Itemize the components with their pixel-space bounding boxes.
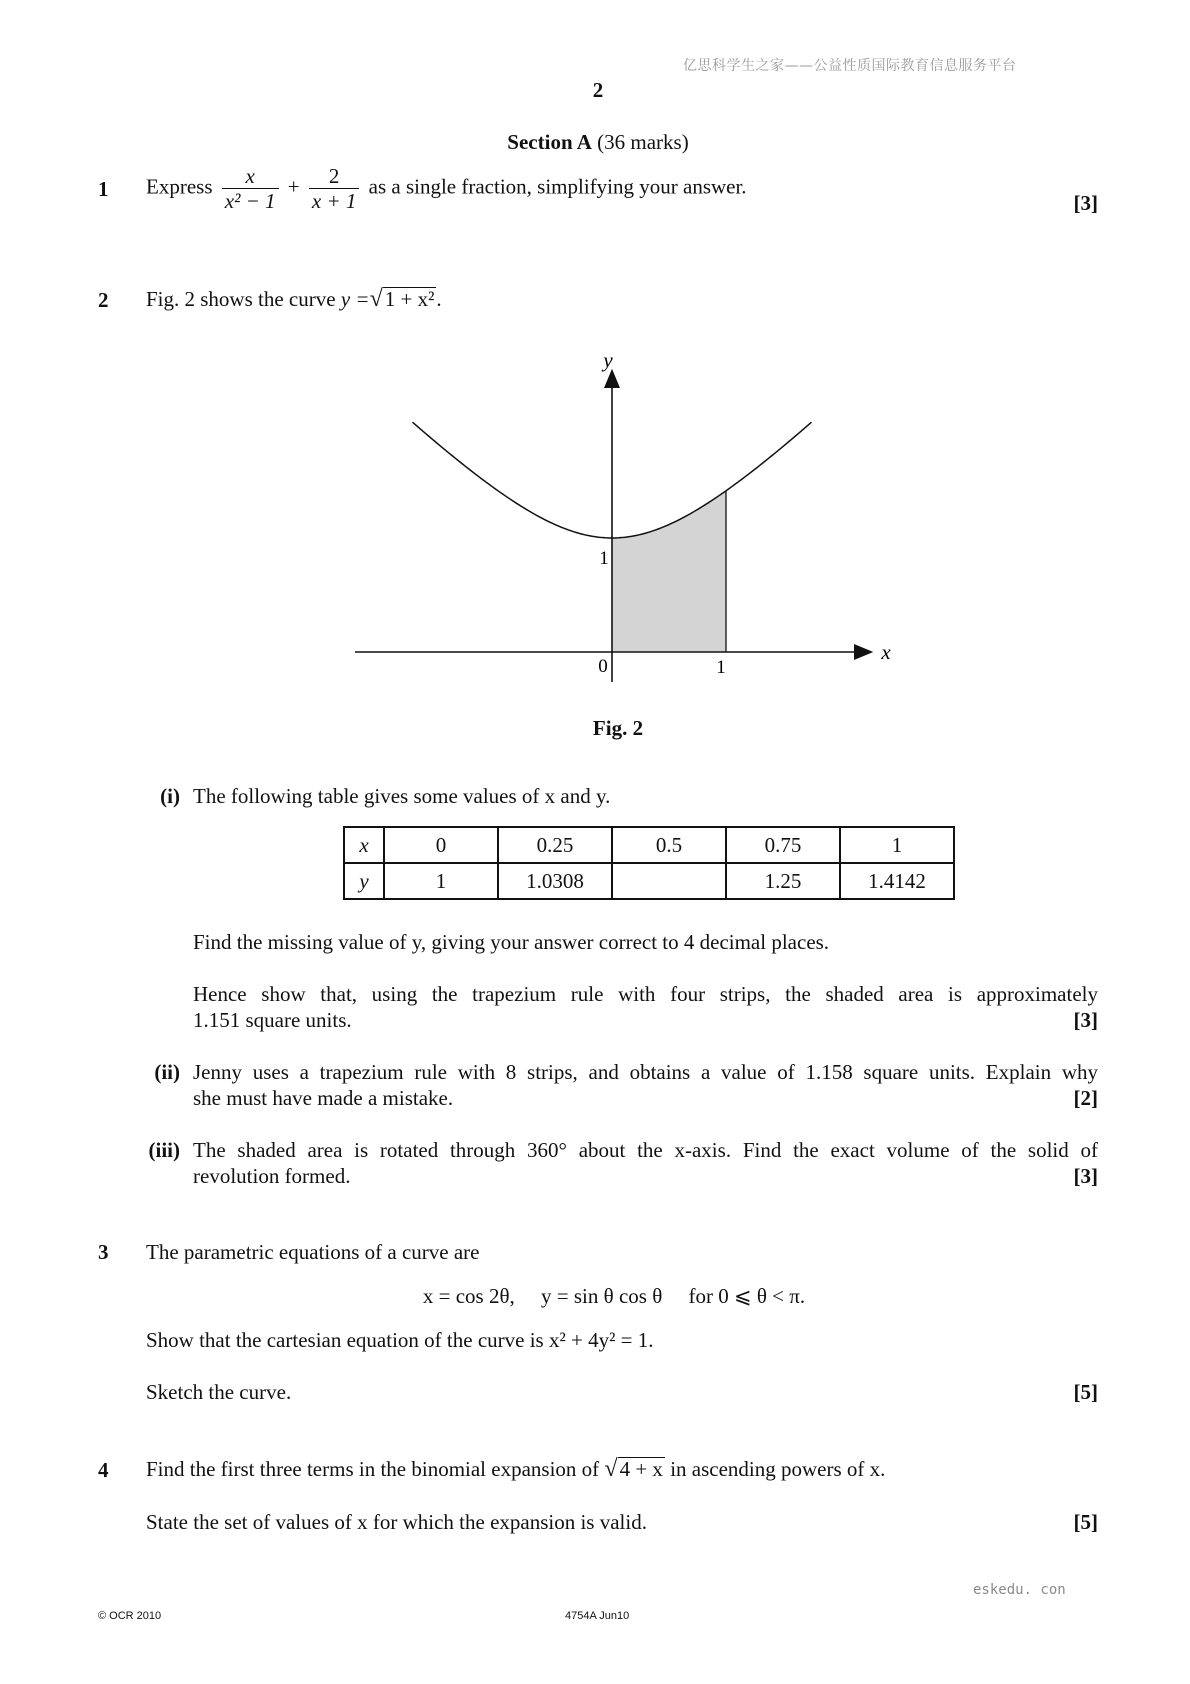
q1-fraction-1	[222, 164, 279, 213]
q2-part-i-hence-1: Hence show that, using the trapezium rule with four strips, the shaded area is approximately	[193, 982, 1098, 1006]
page-number: 2	[592, 78, 604, 102]
q3-number: 3	[98, 1240, 109, 1264]
q1-pre: Express	[146, 174, 213, 199]
q2-intro-end: .	[436, 287, 442, 311]
q3-show: Show that the cartesian equation of the curve is x² + 4y² = 1.	[146, 1328, 654, 1352]
q4-line-1	[146, 1456, 885, 1483]
q2-part-ii-line-2: she must have made a mistake.	[193, 1086, 454, 1110]
table-cell: 1.25	[726, 863, 840, 899]
section-title: Section A	[507, 130, 592, 154]
section-heading	[0, 130, 1190, 155]
table-header-x	[344, 827, 384, 863]
q4-radicand: 4 + x	[619, 1457, 663, 1481]
row-label-x: x	[359, 832, 369, 857]
table-cell: 0.25	[498, 827, 612, 863]
q2-part-iii-line-1: The shaded area is rotated through 360° about the x-axis. Find the exact volume of the solid of	[193, 1138, 1098, 1162]
q2-part-i-find: Find the missing value of y, giving your answer correct to 4 decimal places.	[193, 930, 830, 954]
q3-sketch: Sketch the curve.	[146, 1380, 292, 1404]
footer-paper-code: 4754A Jun10	[565, 1610, 630, 1622]
q1-plus: +	[287, 174, 300, 199]
q1-frac2-den: x + 1	[311, 189, 357, 213]
table-cell: 0	[384, 827, 498, 863]
table-cell-missing	[612, 863, 726, 899]
table-cell: 1.0308	[498, 863, 612, 899]
q4-number: 4	[98, 1458, 109, 1482]
q1-text	[146, 164, 747, 213]
q1-post: as a single fraction, simplifying your answer.	[368, 174, 747, 199]
watermark-top: 亿思科学生之家——公益性质国际教育信息服务平台	[683, 58, 1017, 74]
y-tick-label-1: 1	[599, 548, 609, 569]
figure-caption: Fig. 2	[592, 716, 644, 740]
q2-intro-eq-rad: 1 + x²	[384, 287, 435, 311]
q2-part-i-text: The following table gives some values of x and y.	[193, 784, 611, 808]
figure-2	[340, 350, 910, 690]
table-row-x	[344, 827, 954, 863]
q3-marks: [5]	[1073, 1380, 1098, 1404]
q1-marks: [3]	[1073, 191, 1098, 215]
q1-frac1-num: x	[222, 164, 279, 189]
q2-part-i-hence-2: 1.151 square units.	[193, 1008, 352, 1032]
q2-intro-eq-y: y =	[340, 287, 370, 311]
values-table	[343, 826, 955, 900]
q2-number: 2	[98, 288, 109, 312]
table-cell: 0.75	[726, 827, 840, 863]
q4-line-1-post: in ascending powers of x.	[670, 1457, 886, 1481]
q4-marks: [5]	[1073, 1510, 1098, 1534]
q2-part-i-label: (i)	[160, 784, 180, 808]
table-header-y	[344, 863, 384, 899]
section-marks: (36 marks)	[597, 130, 689, 154]
q4-line-1-pre: Find the first three terms in the binomial expansion of	[146, 1457, 600, 1481]
q1-frac2-num: 2	[309, 164, 360, 189]
table-cell: 1	[840, 827, 954, 863]
q1-number: 1	[98, 177, 109, 201]
row-label-y: y	[359, 868, 369, 893]
shaded-region	[612, 491, 726, 652]
axis-label-x: x	[881, 640, 891, 664]
q4-line-2: State the set of values of x for which the expansion is valid.	[146, 1510, 647, 1534]
x-tick-label-1: 1	[716, 657, 726, 678]
q2-part-iii-line-2: revolution formed.	[193, 1164, 351, 1188]
table-cell: 1	[384, 863, 498, 899]
q2-intro-pre: Fig. 2 shows the curve	[146, 287, 336, 311]
q2-part-iii-marks: [3]	[1073, 1164, 1098, 1188]
footer-copyright: © OCR 2010	[98, 1610, 162, 1622]
q2-part-iii-label: (iii)	[148, 1138, 180, 1162]
watermark-bottom: eskedu. con	[973, 1582, 1066, 1598]
q2-part-i-marks: [3]	[1073, 1008, 1098, 1032]
radical-sign-icon: √	[369, 286, 383, 312]
q3-equation: x = cos 2θ, y = sin θ cos θ for 0 ⩽ θ < π.	[422, 1284, 806, 1308]
q1-fraction-2	[309, 164, 360, 213]
table-row-y	[344, 863, 954, 899]
axis-label-y: y	[603, 350, 613, 372]
table-cell: 0.5	[612, 827, 726, 863]
q3-intro: The parametric equations of a curve are	[146, 1240, 480, 1264]
table-cell: 1.4142	[840, 863, 954, 899]
origin-label: 0	[598, 656, 608, 677]
radical-sign-icon: √	[604, 1456, 618, 1482]
q1-frac1-den: x² − 1	[224, 189, 276, 213]
q2-part-ii-line-1: Jenny uses a trapezium rule with 8 strips, and obtains a value of 1.158 square units. Explain why	[193, 1060, 1098, 1084]
q2-part-ii-label: (ii)	[154, 1060, 180, 1084]
q2-part-ii-marks: [2]	[1073, 1086, 1098, 1110]
q2-intro	[146, 286, 442, 313]
